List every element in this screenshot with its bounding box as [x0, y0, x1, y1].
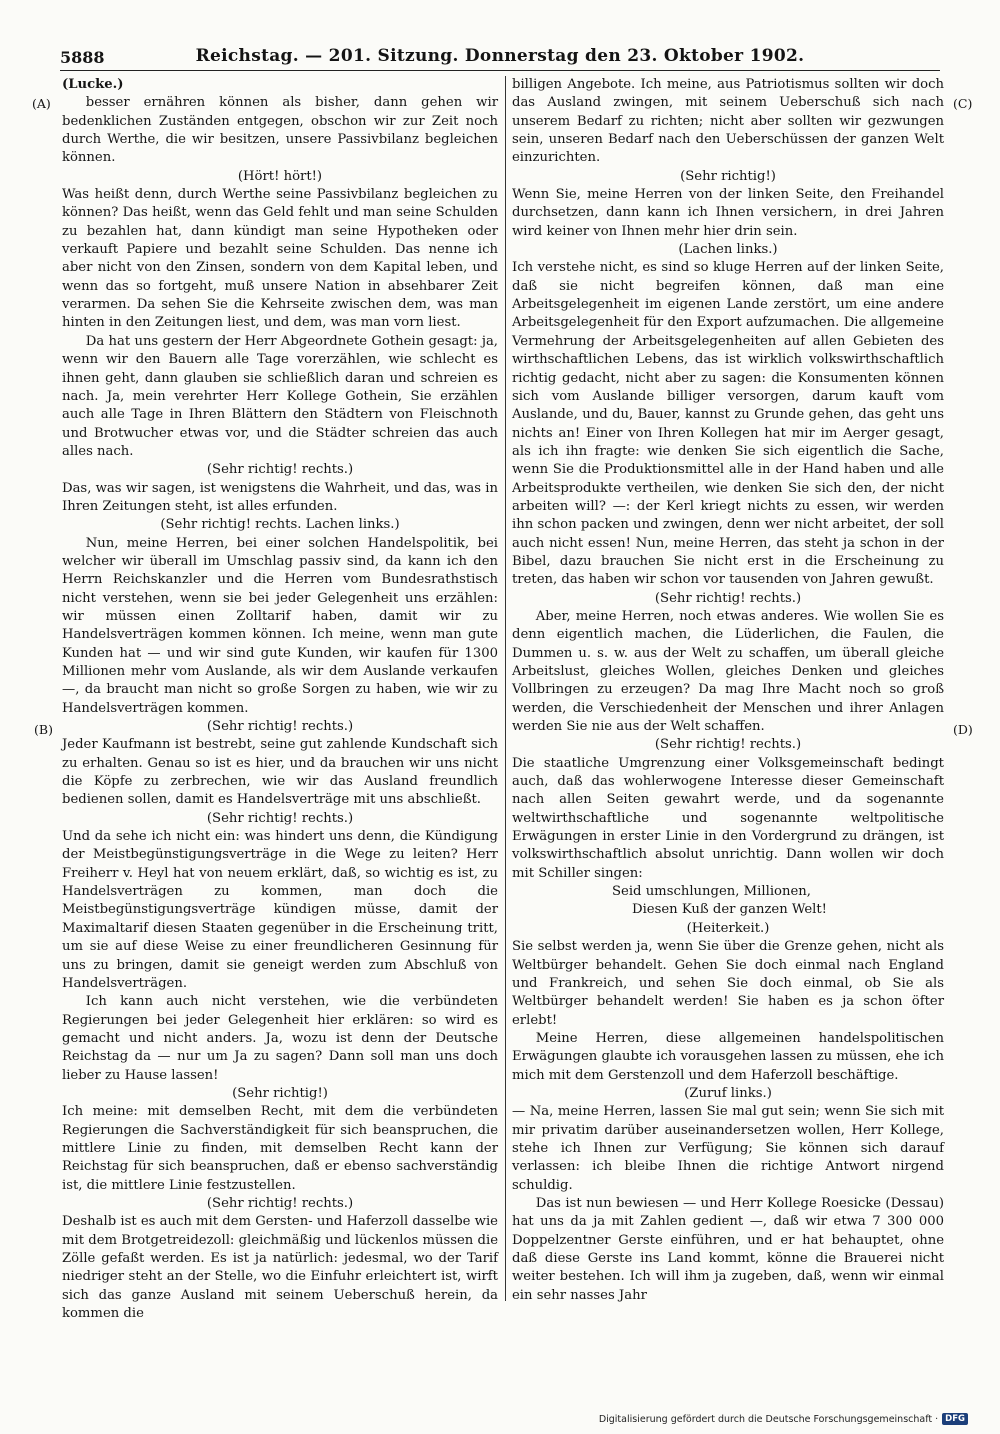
right-column-text: [512, 76, 944, 1305]
left-paragraph: Ich meine: mit demselben Recht, mit dem die verbündeten Regierungen die Sachverständigkeit für sich beanspruchen, die mittlere Linie zu finden, mit demselben Recht kann der Reichstag für sich beanspruchen, daß er ebenso sachverständig ist, die mittlere Linie festzustellen.: [62, 1104, 498, 1193]
left-column: [62, 76, 498, 1323]
left-interjection: (Sehr richtig! rechts.): [206, 1195, 354, 1211]
credit-text: Digitalisierung gefördert durch die Deutsche Forschungsgemeinschaft ·: [598, 1413, 939, 1425]
right-column: [512, 76, 944, 1305]
page-number: 5888: [60, 48, 105, 67]
left-interjection: (Sehr richtig! rechts.): [206, 719, 354, 735]
right-interjection: (Sehr richtig! rechts.): [654, 590, 802, 606]
left-paragraph: Das, was wir sagen, ist wenigstens die Wahrheit, und das, was in Ihren Zeitungen steht, ist alles erfunden.: [62, 480, 498, 514]
right-paragraph: Meine Herren, diese allgemeinen handelspolitischen Erwägungen glaubte ich vorausgehen lassen zu müssen, ehe ich mich mit dem Gerstenzoll und dem Haferzoll beschäftige.: [512, 1030, 944, 1083]
dfg-logo: DFG: [942, 1413, 968, 1425]
right-paragraph: billigen Angebote. Ich meine, aus Patriotismus sollten wir doch das Ausland zwingen, mit seinem Ueberschuß sich nach unserem Bedarf zu richten; nicht aber sollten wir gezwungen sein, unseren Bedarf nach den Ueberschüssen der ganzen Welt einzurichten.: [512, 77, 944, 166]
right-interjection: (Heiterkeit.): [686, 920, 770, 936]
right-paragraph: Ich verstehe nicht, es sind so kluge Herren auf der linken Seite, daß sie nicht begreifen können, daß man eine Arbeitsgelegenheit im eigenen Lande zerstört, um eine andere Arbeitsgelegenheit für den Export aufzumachen. Die allgemeine Vermehrung der Arbeitsgelegenheiten auf allen Gebieten des wirthschaftlichen Lebens, das ist wirklich volkswirthschaftlich richtig gedacht, nicht aber zu sagen: die Konsumenten können sich vom Auslande billiger versorgen, darum kauft vom Auslande, und du, Bauer, kannst zu Grunde gehen, das geht uns nichts an! Einer von Ihren Kollegen hat mir im Aerger gesagt, als ich ihn fragte: wie denken Sie sich eigentlich die Sache, wenn Sie die Produktionsmittel alle in der Hand haben und alle Arbeitsprodukte vertheilen, wie denken Sie sich den, der nicht arbeiten will? —: der Kerl kriegt nichts zu essen, wir werden ihn schon packen und zwingen, denn wer nicht arbeitet, der soll auch nicht essen! Nun, meine Herren, das steht ja schon in der Bibel, dazu brauchen Sie nicht erst in die Erscheinung zu treten, das haben wir schon vor tausenden von Jahren gewußt.: [512, 260, 944, 588]
left-paragraph: Und da sehe ich nicht ein: was hindert uns denn, die Kündigung der Meistbegünstigungsverträge in die Wege zu leiten? Herr Freiherr v. Heyl hat von neuem erklärt, daß, so wichtig es ist, zu Handelsverträgen zu kommen, man doch die Meistbegünstigungsverträge kündigen müsse, damit der Maximaltarif diesen Staaten gegenüber in die Erscheinung tritt, um sie auf diese Weise zu einer freundlicheren Gesinnung für uns zu bringen, damit sie geneigt werden zum Abschluß von Handelsverträgen.: [62, 829, 498, 991]
margin-marker-a: (A): [32, 96, 51, 111]
margin-marker-d: (D): [953, 722, 973, 737]
right-verse-line: Diesen Kuß der ganzen Welt!: [632, 902, 827, 918]
right-interjection: (Lachen links.): [678, 242, 778, 258]
right-interjection: (Zuruf links.): [684, 1085, 772, 1101]
column-divider: [505, 76, 506, 1301]
right-interjection: (Sehr richtig!): [680, 168, 776, 184]
right-verse-line: Seid umschlungen, Millionen,: [612, 884, 811, 900]
right-paragraph: Aber, meine Herren, noch etwas anderes. Wie wollen Sie es denn eigentlich machen, die Lüderlichen, die Faulen, die Dummen u. s. w. aus der Welt zu schaffen, um überall gleiche Arbeitslust, gleiches Wollen, gleiches Denken und gleiches Vollbringen zu erzeugen? Da mag Ihre Macht noch so groß werden, die Verschiedenheit der Menschen und ihrer Anlagen werden Sie nie aus der Welt schaffen.: [512, 608, 944, 735]
left-paragraph: Was heißt denn, durch Werthe seine Passivbilanz begleichen zu können? Das heißt, wenn das Geld fehlt und man seine Schulden zu bezahlen hat, dann kündigt man seine Hypotheken oder verkauft Papiere und bezahlt seine Schulden. Das nenne ich aber nicht von den Zinsen, sondern von dem Kapital leben, und wenn das so fortgeht, muß unsere Nation in absehbarer Zeit verarmen. Da sehen Sie die Kehrseite zwischen dem, was man hinten in den Zeitungen liest, und dem, was man vorn liest.: [62, 187, 498, 331]
left-paragraph: Jeder Kaufmann ist bestrebt, seine gut zahlende Kundschaft sich zu erhalten. Genau so ist es hier, und da brauchen wir uns nicht die Köpfe zu zerbrechen, wie wir das Ausland freundlich bedienen sollen, damit es Handelsverträge mit uns abschließt.: [62, 737, 498, 808]
speaker-name: (Lucke.): [62, 77, 124, 92]
digitization-credit: [599, 1413, 968, 1425]
right-paragraph: — Na, meine Herren, lassen Sie mal gut sein; wenn Sie sich mit mir privatim darüber auseinandersetzen wollen, Herr Kollege, stehe ich Ihnen zur Verfügung; Sie können sich darauf verlassen: ich bleibe Ihnen die richtige Antwort nirgend schuldig.: [512, 1104, 944, 1193]
left-paragraph: Deshalb ist es auch mit dem Gersten- und Haferzoll dasselbe wie mit dem Brotgetreidezoll: gleichmäßig und lückenlos müssen die Zölle gefaßt werden. Es ist ja natürlich: jedesmal, wo der Tarif niedriger steht an der Stelle, wo die Einfuhr erleichtert ist, wirft sich das ganze Ausland mit seinem Ueberschuß herein, da kommen die: [62, 1214, 498, 1322]
right-paragraph: Wenn Sie, meine Herren von der linken Seite, den Freihandel durchsetzen, dann kann ich Ihnen versichern, in drei Jahren wird keiner von Ihnen mehr hier drin sein.: [512, 187, 944, 239]
left-paragraph: Nun, meine Herren, bei einer solchen Handelspolitik, bei welcher wir überall im Umschlag passiv sind, da kann ich den Herrn Reichskanzler und die Herren vom Bundesrathstisch nicht verstehen, wenn sie bei jeder Gelegenheit uns erzählen: wir müssen einen Zolltarif haben, damit wir zu Handelsverträgen kommen können. Ich meine, wenn man gute Kunden hat — und wir sind gute Kunden, wir kaufen für 1300 Millionen mehr vom Auslande, als wir dem Auslande verkaufen —, da braucht man nicht so große Sorgen zu haben, wie wir zu Handelsverträgen kommen.: [62, 535, 498, 716]
left-interjection: (Sehr richtig! rechts. Lachen links.): [160, 517, 400, 533]
margin-marker-b: (B): [34, 722, 53, 737]
right-paragraph: Die staatliche Umgrenzung einer Volksgemeinschaft bedingt auch, daß das wohlerwogene Interesse dieser Gemeinschaft nach allen Seiten gewahrt werde, und da sogenannte weltwirthschaftliche und sogenannte weltpolitische Erwägungen in erster Linie in den Vordergrund zu drängen, ist volkswirthschaftlich absolut unrichtig. Dann wollen wir doch mit Schiller singen:: [512, 755, 944, 881]
right-paragraph: Das ist nun bewiesen — und Herr Kollege Roesicke (Dessau) hat uns da ja mit Zahlen gedient —, daß wir etwa 7 300 000 Doppelzentner Gerste einführen, und er hat behauptet, ohne daß diese Gerste ins Land kommt, könne die Brauerei nicht weiter bestehen. Ich will ihm ja zugeben, daß, wenn wir einmal ein sehr nasses Jahr: [512, 1195, 944, 1303]
left-paragraph: Ich kann auch nicht verstehen, wie die verbündeten Regierungen bei jeder Gelegenheit hier erklären: so wird es gemacht und nicht anders. Ja, wozu ist denn der Deutsche Reichstag da — nur um Ja zu sagen? Dann soll man uns doch lieber zu Hause lassen!: [62, 994, 498, 1083]
left-interjection: (Sehr richtig! rechts.): [206, 462, 354, 478]
left-column-text: [62, 94, 498, 1323]
left-paragraph: besser ernähren können als bisher, dann gehen wir bedenklichen Zuständen entgegen, obschon wir zur Zeit noch durch Werthe, die wir besitzen, unsere Passivbilanz begleichen können.: [62, 95, 498, 166]
right-paragraph: Sie selbst werden ja, wenn Sie über die Grenze gehen, nicht als Weltbürger behandelt. Gehen Sie doch einmal nach England und Frankreich, und sehen Sie doch einmal, ob Sie als Weltbürger behandelt werden! Sie haben es ja schon öfter erlebt!: [512, 939, 944, 1028]
running-head: Reichstag. — 201. Sitzung. Donnerstag den 23. Oktober 1902.: [195, 46, 805, 66]
left-interjection: (Sehr richtig!): [232, 1085, 328, 1101]
page-header: [60, 44, 940, 71]
left-interjection: (Hört! hört!): [237, 168, 323, 184]
margin-marker-c: (C): [953, 96, 973, 111]
left-interjection: (Sehr richtig! rechts.): [206, 810, 354, 826]
right-interjection: (Sehr richtig! rechts.): [654, 737, 802, 753]
left-paragraph: Da hat uns gestern der Herr Abgeordnete Gothein gesagt: ja, wenn wir den Bauern alle Tage vorerzählen, wie schlecht es ihnen geht, dann glauben sie schließlich daran und schreien es nach. Ja, mein verehrter Herr Kollege Gothein, Sie erzählen auch alle Tage in Ihren Blättern den Städtern von Fleischnoth und Brotwucher etwas vor, und die Städter schreien das auch alles nach.: [62, 333, 498, 459]
